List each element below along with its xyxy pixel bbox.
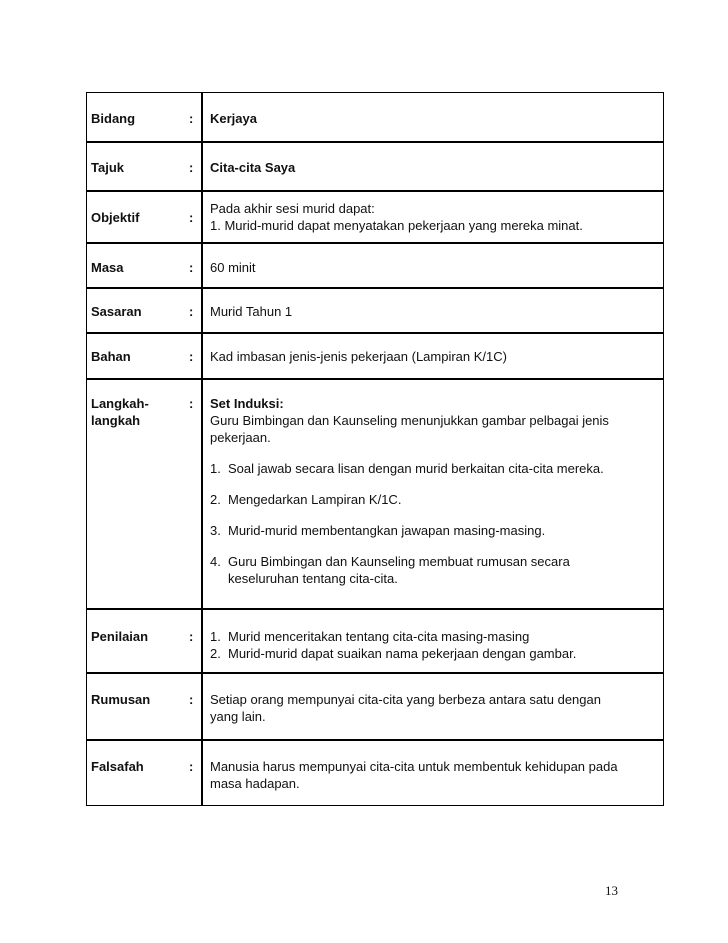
lesson-plan-table [86, 92, 664, 806]
list-text: Murid menceritakan tentang cita-cita masing-masing [228, 629, 530, 644]
list-number: 2. [210, 492, 221, 507]
list-text: Guru Bimbingan dan Kaunseling membuat rumusan secara keseluruhan tentang cita-cita. [228, 554, 570, 586]
label-line: Langkah- [91, 396, 149, 411]
row-value: Manusia harus mempunyai cita-cita untuk membentuk kehidupan pada masa hadapan. [210, 759, 618, 791]
row-sasaran [87, 289, 663, 334]
row-label: Falsafah [91, 759, 144, 774]
row-value [210, 200, 658, 234]
list-text: Mengedarkan Lampiran K/1C. [228, 492, 402, 507]
column-divider [201, 143, 203, 190]
row-masa [87, 244, 663, 289]
row-value: Setiap orang mempunyai cita-cita yang berbeza antara satu dengan yang lain. [210, 692, 601, 724]
column-divider [201, 741, 203, 805]
row-tajuk [87, 143, 663, 192]
row-value: Cita-cita Saya [210, 160, 296, 175]
colon: : [189, 210, 194, 225]
list-text: Soal jawab secara lisan dengan murid berkaitan cita-cita mereka. [228, 461, 604, 476]
column-divider [201, 610, 203, 672]
row-objektif [87, 192, 663, 244]
list-item [210, 491, 658, 508]
list-item [210, 628, 658, 645]
objective-intro: Pada akhir sesi murid dapat: [210, 201, 375, 216]
column-divider [201, 244, 203, 287]
row-bahan [87, 334, 663, 380]
intro-text: Guru Bimbingan dan Kaunseling menunjukkan gambar pelbagai jenis pekerjaan. [210, 413, 609, 445]
list-number: 4. [210, 554, 221, 569]
row-penilaian [87, 610, 663, 674]
colon: : [189, 629, 194, 644]
row-value: Kerjaya [210, 111, 257, 126]
colon: : [189, 111, 194, 126]
row-label: Bahan [91, 349, 131, 364]
colon: : [189, 759, 194, 774]
row-langkah [87, 380, 663, 610]
colon: : [189, 349, 194, 364]
row-value: 60 minit [210, 260, 256, 275]
column-divider [201, 334, 203, 378]
label-line: langkah [91, 413, 141, 428]
colon: : [189, 304, 194, 319]
column-divider [201, 93, 203, 141]
list-item [210, 522, 658, 539]
list-item [210, 553, 658, 587]
row-label: Objektif [91, 210, 140, 225]
section-heading: Set Induksi: [210, 396, 284, 411]
row-label: Penilaian [91, 629, 149, 644]
list-number: 1. [210, 461, 221, 476]
list-item [210, 460, 658, 477]
row-value [210, 628, 658, 662]
row-label: Tajuk [91, 160, 124, 175]
page-number: 13 [605, 883, 618, 898]
objective-item: 1. Murid-murid dapat menyatakan pekerjaan yang mereka minat. [210, 218, 583, 233]
list-item [210, 645, 658, 662]
row-label: Sasaran [91, 304, 142, 319]
list-number: 1. [210, 629, 221, 644]
row-label [91, 395, 149, 429]
row-label: Bidang [91, 111, 136, 126]
row-bidang [87, 93, 663, 143]
list-number: 2. [210, 646, 221, 661]
row-value: Kad imbasan jenis-jenis pekerjaan (Lampiran K/1C) [210, 349, 507, 364]
row-falsafah [87, 741, 663, 805]
column-divider [201, 674, 203, 739]
list-text: Murid-murid dapat suaikan nama pekerjaan dengan gambar. [228, 646, 577, 661]
colon: : [189, 160, 194, 175]
row-value [210, 395, 658, 587]
column-divider [201, 380, 203, 608]
list-text: Murid-murid membentangkan jawapan masing-masing. [228, 523, 546, 538]
column-divider [201, 192, 203, 242]
row-label: Masa [91, 260, 124, 275]
column-divider [201, 289, 203, 332]
row-rumusan [87, 674, 663, 741]
row-value: Murid Tahun 1 [210, 304, 293, 319]
colon: : [189, 260, 194, 275]
colon: : [189, 692, 194, 707]
row-label: Rumusan [91, 692, 151, 707]
list-number: 3. [210, 523, 221, 538]
colon: : [189, 396, 194, 411]
